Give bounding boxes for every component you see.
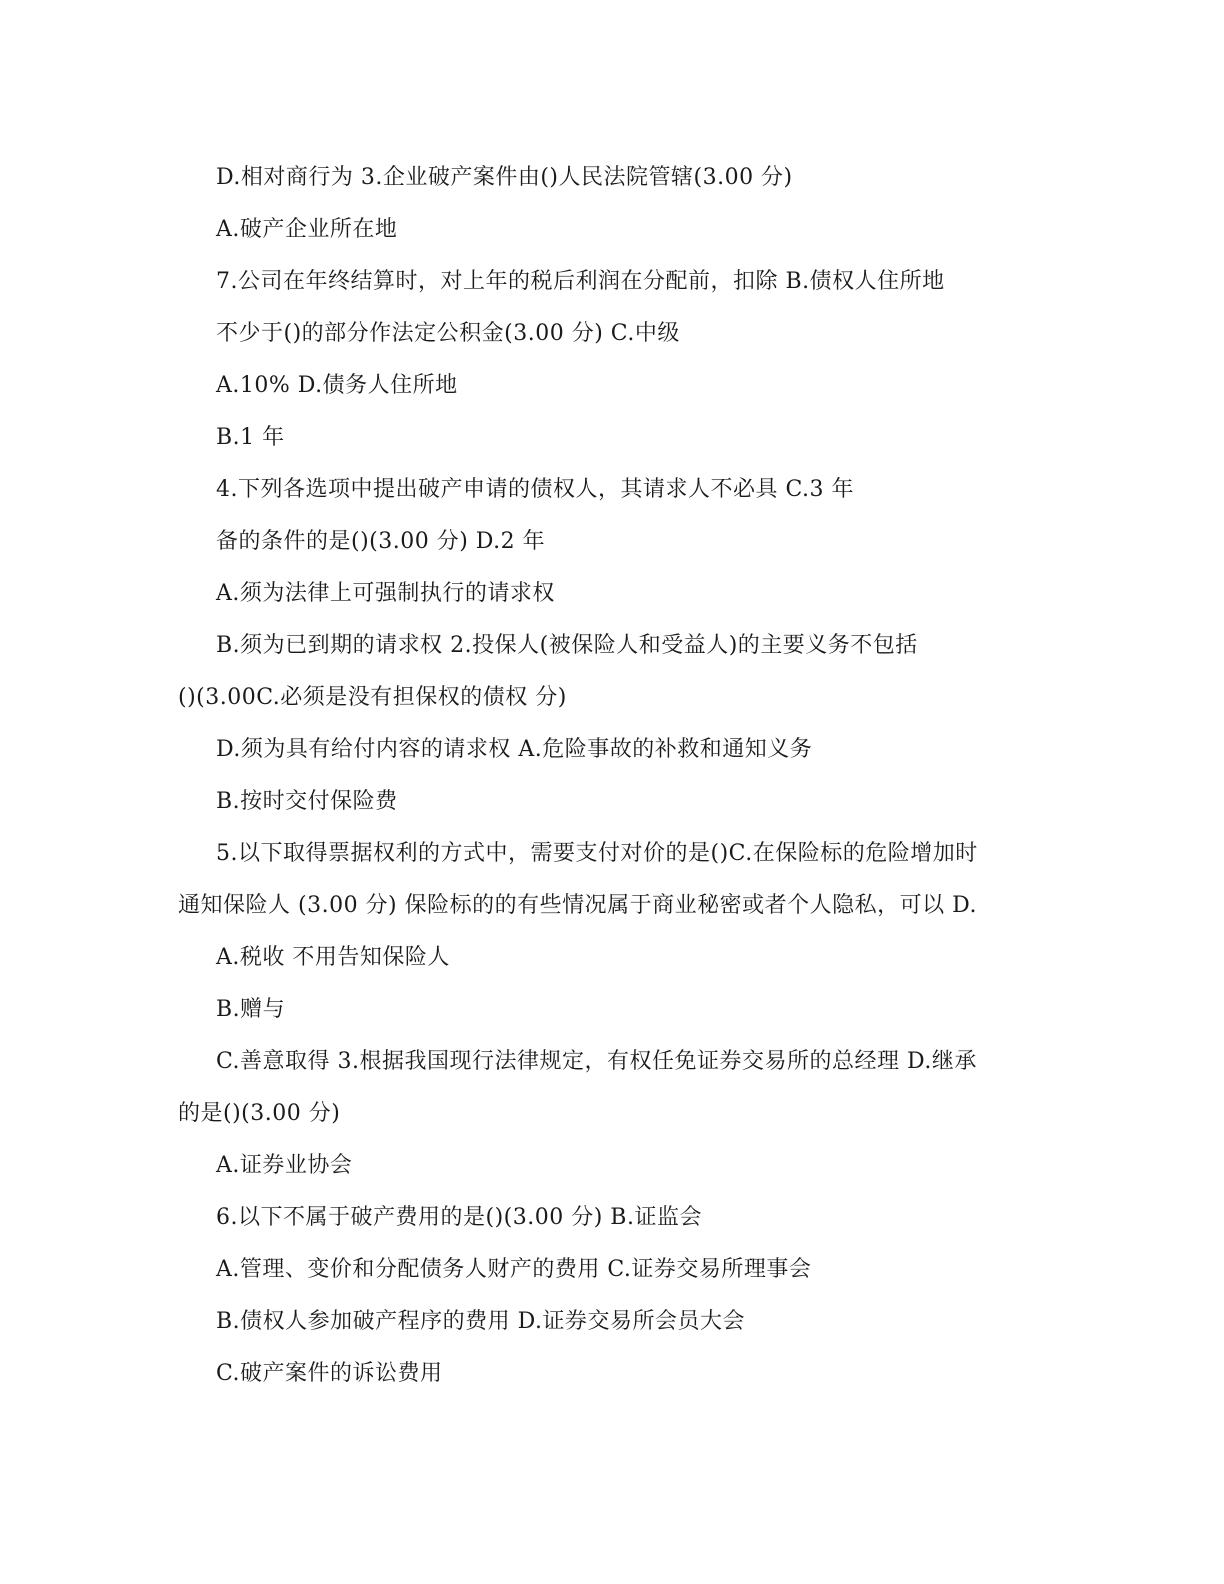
text-line: A.管理、变价和分配债务人财产的费用 C.证券交易所理事会 xyxy=(216,1257,812,1282)
text-line: D.须为具有给付内容的请求权 A.危险事故的补救和通知义务 xyxy=(216,737,813,762)
text-line: 的是()(3.00 分) xyxy=(178,1101,341,1126)
text-line: 备的条件的是()(3.00 分) D.2 年 xyxy=(216,529,546,554)
text-line: A.须为法律上可强制执行的请求权 xyxy=(216,581,555,606)
text-line: B.按时交付保险费 xyxy=(216,789,398,814)
text-line: A.证券业协会 xyxy=(216,1153,353,1178)
text-line: 6.以下不属于破产费用的是()(3.00 分) B.证监会 xyxy=(216,1205,702,1230)
text-line: A.10% D.债务人住所地 xyxy=(216,373,458,398)
text-line: A.税收 不用告知保险人 xyxy=(216,945,450,970)
text-line: C.破产案件的诉讼费用 xyxy=(216,1361,443,1386)
text-line: A.破产企业所在地 xyxy=(216,217,398,242)
text-line: 通知保险人 (3.00 分) 保险标的的有些情况属于商业秘密或者个人隐私，可以 D. xyxy=(178,893,977,918)
text-line: 5.以下取得票据权利的方式中，需要支付对价的是()C.在保险标的危险增加时 xyxy=(216,841,978,866)
text-line: D.相对商行为 3.企业破产案件由()人民法院管辖(3.00 分) xyxy=(216,165,793,190)
text-line: 4.下列各选项中提出破产申请的债权人，其请求人不必具 C.3 年 xyxy=(216,477,855,502)
text-line: ()(3.00C.必须是没有担保权的债权 分) xyxy=(178,685,567,710)
text-line: B.债权人参加破产程序的费用 D.证券交易所会员大会 xyxy=(216,1309,746,1334)
text-line: 不少于()的部分作法定公积金(3.00 分) C.中级 xyxy=(216,321,680,346)
text-line: B.赠与 xyxy=(216,997,286,1022)
text-line: B.1 年 xyxy=(216,425,285,450)
text-line: B.须为已到期的请求权 2.投保人(被保险人和受益人)的主要义务不包括 xyxy=(216,633,918,658)
text-line: 7.公司在年终结算时，对上年的税后利润在分配前，扣除 B.债权人住所地 xyxy=(216,269,945,294)
text-line: C.善意取得 3.根据我国现行法律规定，有权任免证券交易所的总经理 D.继承 xyxy=(216,1049,977,1074)
